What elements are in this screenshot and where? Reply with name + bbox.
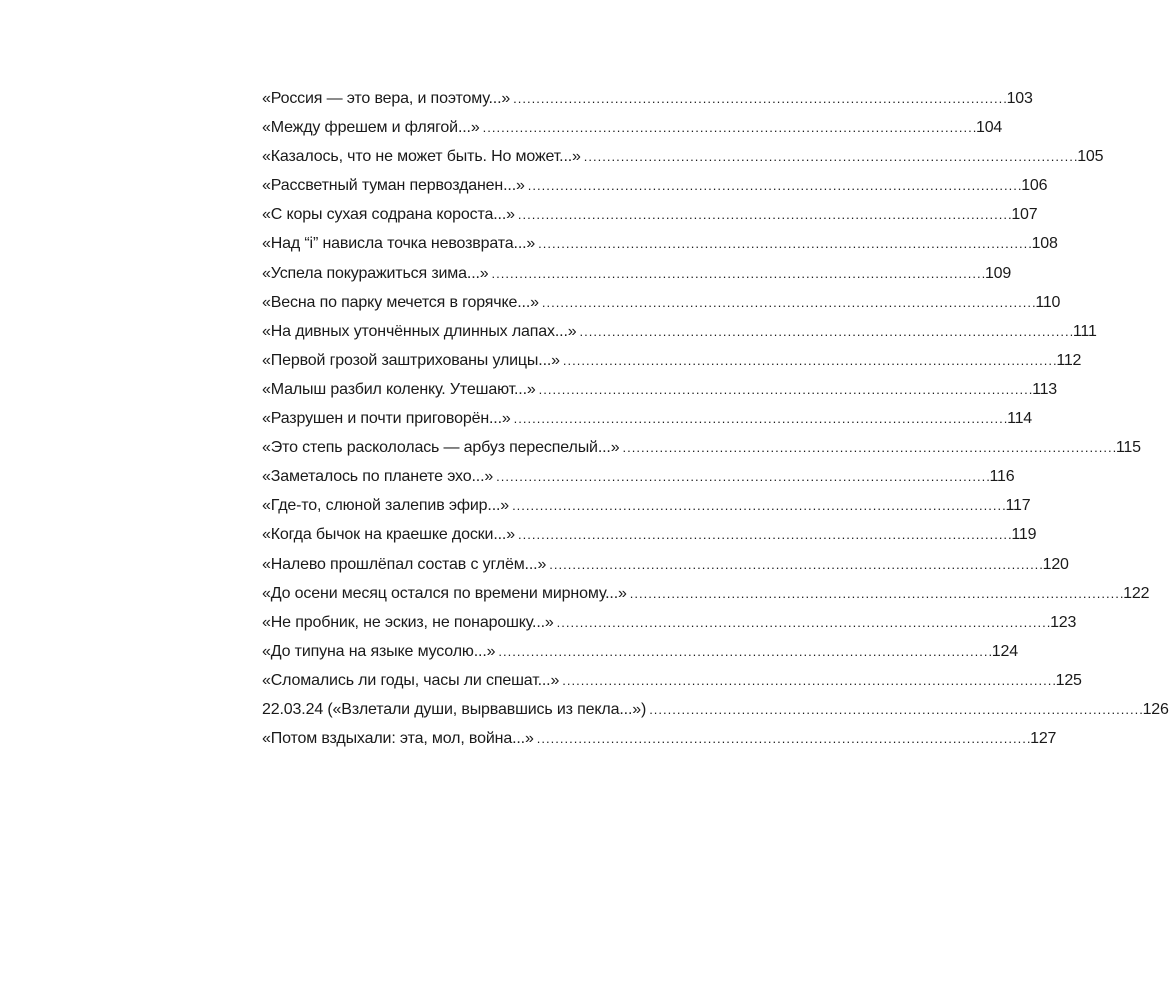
dot-leader [539, 375, 1031, 404]
toc-entry-title: «Заметалось по планете эхо...» [262, 468, 494, 486]
toc-entry-page: 123 [1050, 613, 1077, 631]
toc-entry-title: 22.03.24 («Взлетали души, вырвавшись из пекла...») [262, 700, 647, 718]
toc-entry-page: 110 [1035, 293, 1061, 311]
toc-entry-title: «Не пробник, не эскиз, не понарошку...» [262, 613, 554, 631]
toc-entry [262, 171, 1048, 200]
toc-entry-title: «Успела покуражиться зима...» [262, 264, 489, 282]
toc-entry-page: 109 [984, 264, 1012, 282]
toc-entry-title: «Когда бычок на краешке доски...» [262, 526, 515, 544]
dot-leader [537, 724, 1029, 753]
toc-entry-page: 117 [1005, 497, 1031, 515]
toc-entry [262, 404, 1032, 433]
toc-entry [262, 200, 1038, 229]
dot-leader [498, 637, 990, 666]
toc-entry [262, 346, 1082, 375]
toc-entry-page: 116 [989, 468, 1015, 486]
toc-entry-title: «Весна по парку мечется в горячке...» [262, 293, 539, 311]
toc-entry-title: «Где-то, слюной залепив эфир...» [262, 497, 510, 515]
toc-entry-page: 106 [1021, 177, 1048, 195]
toc-entry-page: 127 [1030, 730, 1057, 748]
toc-entry [262, 317, 1097, 346]
toc-entry [262, 288, 1061, 317]
toc-entry [262, 579, 1150, 608]
toc-entry-page: 105 [1077, 148, 1104, 166]
toc-entry [262, 84, 1033, 113]
toc-entry [262, 229, 1058, 258]
toc-entry-page: 104 [976, 119, 1003, 137]
toc-entry-title: «Первой грозой заштрихованы улицы...» [262, 351, 560, 369]
toc-entry-title: «Разрушен и почти приговорён...» [262, 410, 511, 428]
dot-leader [528, 171, 1020, 200]
toc-entry [262, 666, 1082, 695]
toc-entry [262, 695, 1169, 724]
toc-entry-page: 125 [1055, 671, 1082, 689]
toc-entry-title: «До осени месяц остался по времени мирному...» [262, 584, 627, 602]
dot-leader [557, 608, 1049, 637]
toc-entry-title: «С коры сухая содрана короста...» [262, 206, 515, 224]
toc-entry-page: 126 [1142, 700, 1169, 718]
toc-entry-title: «Это степь раскололась — арбуз переспелый...» [262, 439, 620, 457]
toc-entry [262, 113, 1003, 142]
dot-leader [492, 259, 984, 288]
dot-leader [518, 200, 1010, 229]
toc-entry [262, 520, 1037, 549]
toc-entry-page: 124 [991, 642, 1018, 660]
toc-entry-title: «Сломались ли годы, часы ли спешат...» [262, 671, 560, 689]
table-of-contents [262, 84, 1169, 753]
toc-entry-title: «Рассветный туман первозданен...» [262, 177, 525, 195]
dot-leader [538, 229, 1030, 258]
dot-leader [622, 433, 1114, 462]
toc-entry-title: «Налево прошлёпал состав с углём...» [262, 555, 547, 573]
toc-entry-page: 107 [1011, 206, 1038, 224]
toc-entry-title: «Над “i” нависла точка невозврата...» [262, 235, 536, 253]
toc-entry-title: «Малыш разбил коленку. Утешают...» [262, 380, 536, 398]
dot-leader [563, 346, 1055, 375]
dot-leader [513, 84, 1005, 113]
dot-leader [549, 550, 1041, 579]
toc-entry-title: «Между фрешем и флягой...» [262, 119, 480, 137]
toc-entry [262, 375, 1057, 404]
toc-entry-page: 119 [1011, 526, 1037, 544]
dot-leader [649, 695, 1141, 724]
toc-entry [262, 724, 1057, 753]
toc-entry-page: 120 [1042, 555, 1069, 573]
toc-entry-page: 112 [1056, 351, 1082, 369]
dot-leader [512, 491, 1004, 520]
toc-entry [262, 433, 1141, 462]
dot-leader [518, 520, 1010, 549]
dot-leader [580, 317, 1072, 346]
dot-leader [514, 404, 1006, 433]
toc-entry-title: «Потом вздыхали: эта, мол, война...» [262, 730, 534, 748]
toc-entry-title: «Россия — это вера, и поэтому...» [262, 90, 511, 107]
toc-entry [262, 608, 1077, 637]
toc-entry-page: 111 [1072, 322, 1097, 340]
dot-leader [630, 579, 1122, 608]
toc-entry-title: «На дивных утончённых длинных лапах...» [262, 322, 577, 340]
dot-leader [483, 113, 975, 142]
toc-entry [262, 550, 1069, 579]
toc-entry-title: «До типуна на языке мусолю...» [262, 642, 496, 660]
toc-entry [262, 491, 1031, 520]
toc-entry-page: 122 [1123, 584, 1150, 602]
toc-entry-page: 108 [1031, 235, 1058, 253]
toc-entry-title: «Казалось, что не может быть. Но может...» [262, 148, 581, 166]
toc-entry [262, 142, 1104, 171]
toc-entry [262, 462, 1015, 491]
toc-entry-page: 115 [1115, 439, 1141, 457]
toc-entry-page: 103 [1006, 90, 1033, 107]
toc-entry-page: 113 [1032, 380, 1057, 398]
dot-leader [496, 462, 988, 491]
toc-entry [262, 637, 1018, 666]
dot-leader [562, 666, 1054, 695]
toc-entry-page: 114 [1007, 410, 1032, 428]
toc-entry [262, 259, 1012, 288]
dot-leader [542, 288, 1034, 317]
dot-leader [584, 142, 1076, 171]
